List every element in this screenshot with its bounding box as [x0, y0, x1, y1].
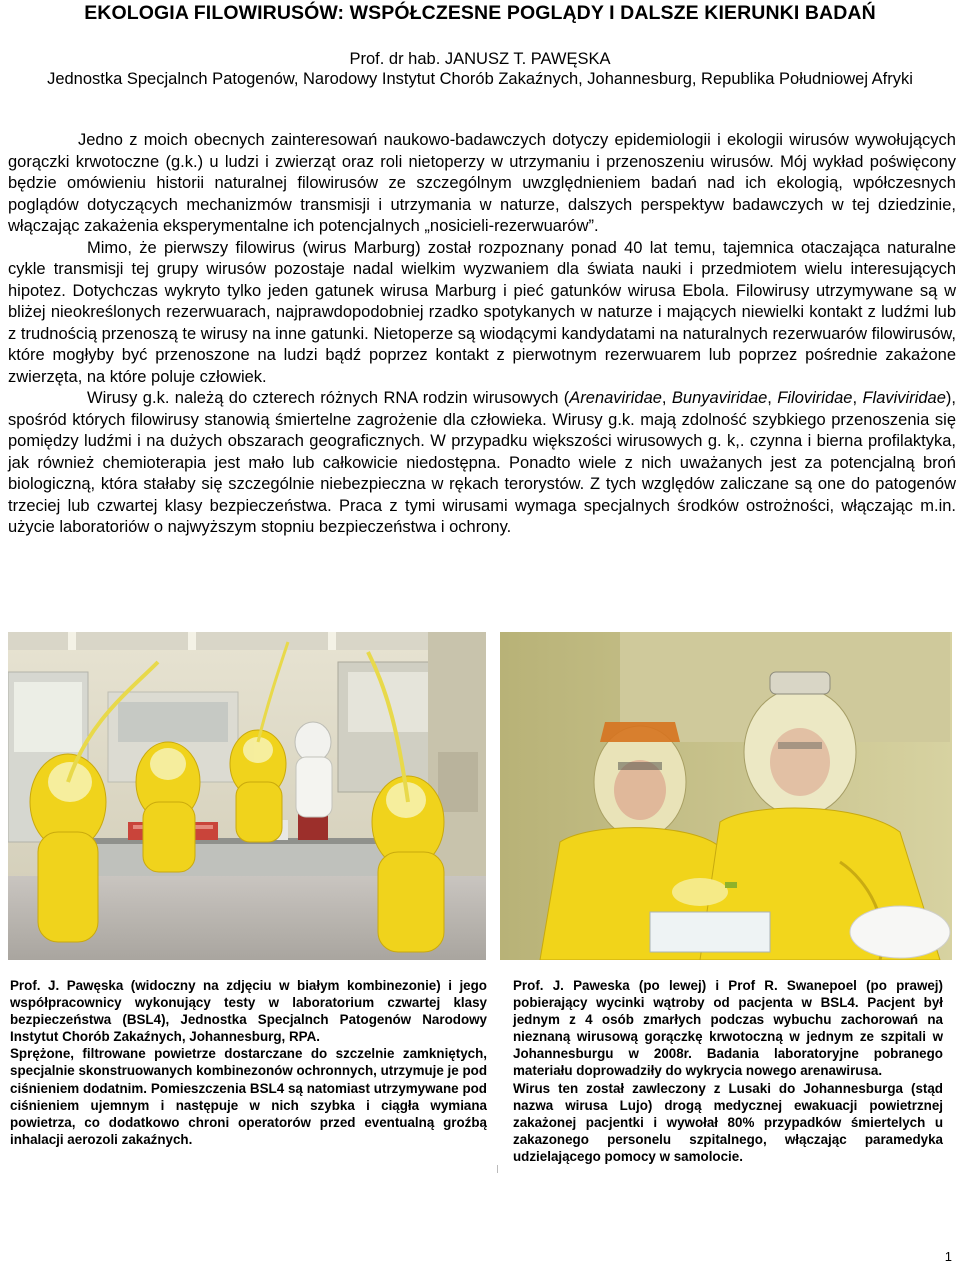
- caption-right-paragraph-2: Wirus ten został zawleczony z Lusaki do Johannesburga (stąd nazwa wirusa Lujo) drogą medycznej ewakuacji powietrznej zakażonej pacjentki i wywołał 80% przypadków śmiertelych u zakazonego personelu szpitalnego, włączając paramedyka udzielającego pomocy w samolocie.: [513, 1080, 943, 1164]
- family-bunyaviridae: Bunyaviridae: [671, 389, 768, 407]
- article-body: [8, 130, 956, 539]
- family-arenaviridae: Arenaviridae: [569, 389, 662, 407]
- paragraph-intro: Jedno z moich obecnych zainteresowań naukowo-badawczych dotyczy epidemiologii i ekologii wirusów wywołujących gorączki krwotoczne (g.k.) u ludzi i zwierząt oraz roli nietoperzy w utrzymaniu i przenoszeniu wirusów. Mój wykład poświęcony będzie omówieniu historii naturalnej filowirusów ze szczególnym uwzględnieniem badań nad ich ekologią, wpółczesnych poglądów dotyczących mechanizmów transmisji i utrzymania w naturze, dalszych perspektyw badawczych w tej dziedzinie, włączając zakażenia eksperymentalne ich potencjalnych „nosicieli-rezerwuarów”.: [8, 131, 956, 235]
- caption-left-paragraph-1: Prof. J. Pawęska (widoczny na zdjęciu w białym kombinezonie) i jego współpracownicy wykonujący testy w laboratorium czwartej klasy bezpieczeństwa (BSL4), Jednostka Specjalnch Patogenów Narodowy Instytut Chorób Zakaźnych, Johannesburg, RPA.: [10, 978, 487, 1045]
- paragraph-families-start: Wirusy g.k. należą do czterech różnych RNA rodzin wirusowych (: [87, 389, 570, 407]
- column-divider-mark: [497, 1165, 498, 1173]
- author-line: Prof. dr hab. JANUSZ T. PAWĘSKA: [349, 50, 611, 68]
- separator: ,: [661, 389, 672, 407]
- document-title: EKOLOGIA FILOWIRUSÓW: WSPÓŁCZESNE POGLĄDY I DALSZE KIERUNKI BADAŃ: [84, 2, 876, 24]
- lab-photo-left: [8, 632, 486, 960]
- caption-right-paragraph-1: Prof. J. Paweska (po lewej) i Prof R. Swanepoel (po prawej) pobierający wycinki wątroby od pacjenta w BSL4. Pacjent był jednym z 4 osób zmarłych podczas wybuchu zachorowań na nieznaną wirusową gorączkę krwotoczną w jednym ze szpitali w Johannesburgu w 2008r. Badania laboratoryjne pobranego materiału doprowadziły do wykrycia nowego arenawirusa.: [513, 978, 943, 1079]
- caption-left-paragraph-2: Sprężone, filtrowane powietrze dostarczane do szczelnie zamkniętych, specjalnie skonstruowanych kombinezonów ochronnych, utrzymuje je pod ciśnieniem dodatnim. Pomieszczenia BSL4 są natomiast utrzymywane pod ciśnieniem ujemnym i następuje w nich szybka i ciągła wymiana powietrza, co dodatkowo chroni operatorów przed eventualną groźbą inhalacji aerozoli zakaźnych.: [10, 1046, 487, 1147]
- paragraph-marburg: Mimo, że pierwszy filowirus (wirus Marburg) został rozpoznany ponad 40 lat temu, tajemnica otaczająca naturalne cykle transmisji tej grupy wirusów pozostaje nadal wielkim wyzwaniem dla świata nauki i przedmiotem wielu interesujących hipotez. Dotychczas wykryto tylko jeden gatunek wirusa Marburg i pieć gatunków wirusa Ebola. Filowirusy utrzymywane są w bliżej nieokreślonych rezerwuarach, najprawdopodobniej rzadko spotykanych w naturze i mających niewielki kontakt z ludźmi lub z trudnością przenoszą te wirusy na inne gatunki. Nietoperze są wiodącymi kandydatami na naturalnych rezerwuarów filowirusów, które mogłyby być przenoszone na ludzi bądź poprzez kontakt z pierwotnym rezerwuarem lub poprzez pośrednie zakażone zwierzęta, na które poluje człowiek.: [8, 238, 956, 386]
- affiliation-line: Jednostka Specjalnch Patogenów, Narodowy Instytut Chorób Zakaźnych, Johannesburg, Republika Południowej Afryki: [47, 70, 913, 88]
- lab-photo-left-illustration: [8, 632, 486, 960]
- page-number: 1: [944, 1249, 952, 1264]
- caption-right: [513, 977, 943, 1165]
- lab-photo-right: [500, 632, 952, 960]
- separator: ,: [852, 389, 863, 407]
- paragraph-families: [8, 388, 956, 539]
- caption-left: [10, 977, 487, 1148]
- paragraph-families-end: ), spośród których filowirusy stanowią śmiertelne zagrożenie dla człowieka. Wirusy g.k. mają zdolność szybkiego przenoszenia się pomiędzy ludźmi i na dużych obszarach geograficznych. W przypadku większości wirusowych g. k,. czynna i bierna profilaktyka, jak również chemioterapia jest mało lub całkowicie niedostępna. Ponadto wiele z nich uważanych jest za potencjalną broń biologiczną, która stałaby się szczególnie niebezpieczna w rękach terorystów. Z tych względów zaliczane są one do patogenów trzeciej lub czwartej klasy bezpieczeństwa. Praca z tymi wirusami wymaga specjalnych środków ostrożności, włączając m.in. użycie laboratoriów o najwyższym stopniu bezpieczeństwa i ochrony.: [8, 389, 957, 536]
- lab-photo-right-illustration: [500, 632, 952, 960]
- family-filoviridae: Filoviridae: [777, 389, 853, 407]
- family-flaviviridae: Flaviviridae: [862, 389, 946, 407]
- separator: ,: [767, 389, 778, 407]
